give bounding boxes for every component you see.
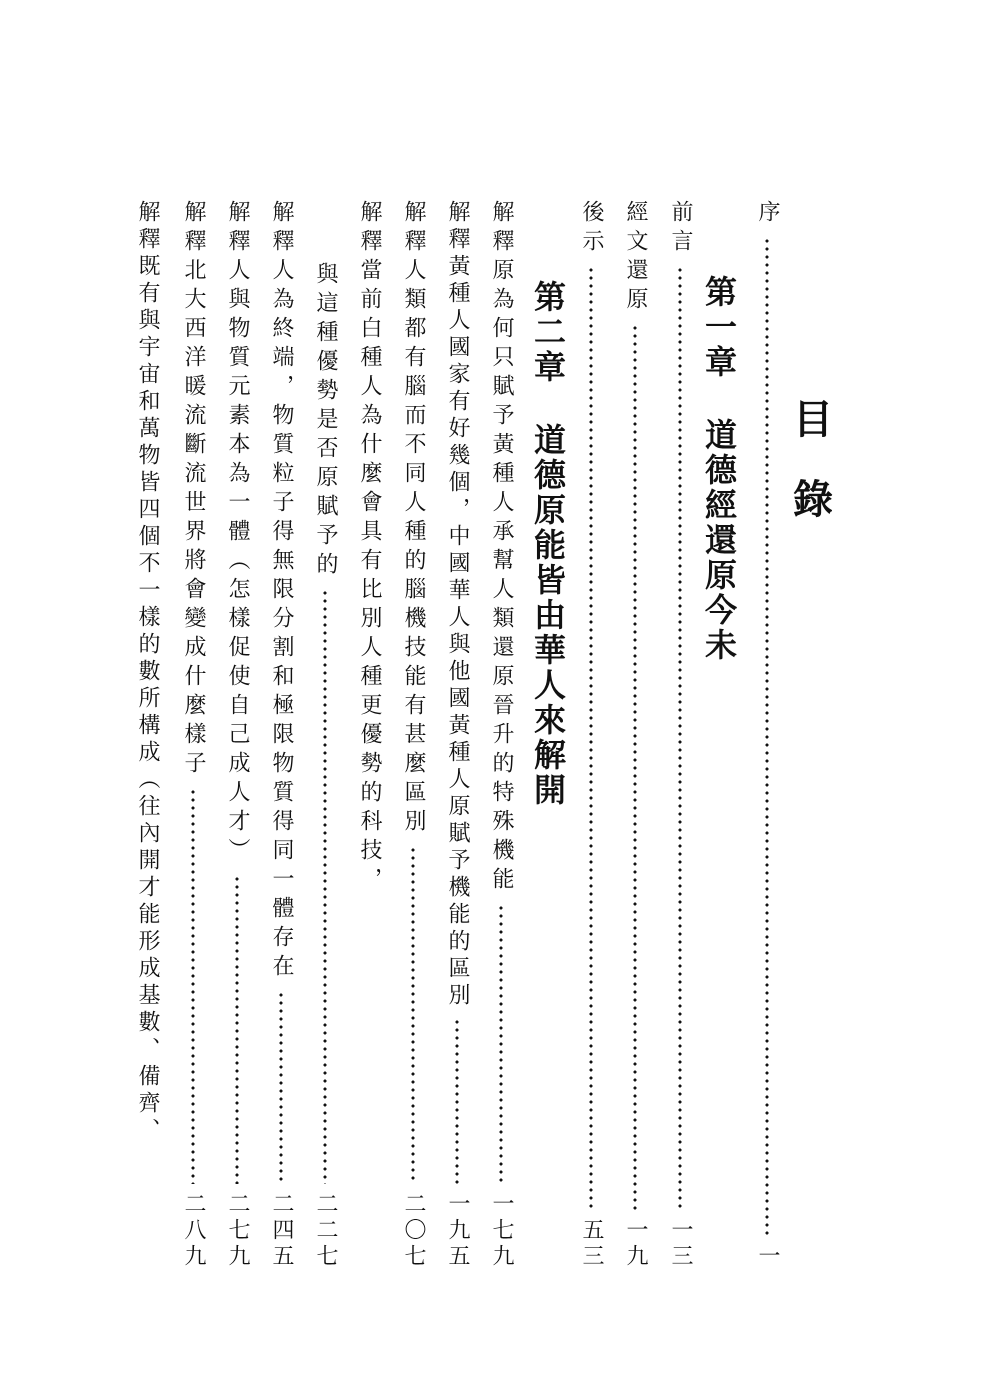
toc-entry-4-continued[interactable] xyxy=(314,262,336,1270)
leader-dots xyxy=(455,1018,459,1184)
leader-dots xyxy=(323,589,327,1184)
leader-dots xyxy=(589,266,593,1210)
leader-dots xyxy=(411,846,415,1184)
toc-label: 解釋人類都有腦而不同人種的腦機技能有甚麼區別 xyxy=(401,200,426,838)
toc-label: 解釋既有與宇宙和萬物皆四個不一樣的數所構成（往內開才能形成基數、備齊、 xyxy=(135,200,160,1145)
leader-dots xyxy=(235,875,239,1184)
toc-page: 二四五 xyxy=(269,1192,294,1270)
toc-page: 一七九 xyxy=(489,1192,514,1270)
leader-dots xyxy=(191,788,195,1184)
leader-dots xyxy=(499,904,503,1184)
page-title xyxy=(788,396,838,523)
toc-entry-3[interactable] xyxy=(402,200,424,1270)
chapter-title: 道德經還原今未 xyxy=(700,418,738,663)
toc-label: 解釋黃種人國家有好幾個，中國華人與他國黃種人原賦予機能的區別 xyxy=(445,200,470,1010)
toc-label: 前言 xyxy=(668,200,693,258)
leader-dots xyxy=(765,237,769,1236)
title-char-1: 目 xyxy=(793,396,833,443)
toc-page: 一三 xyxy=(668,1218,693,1270)
title-char-2: 錄 xyxy=(793,476,833,523)
toc-entry-2[interactable] xyxy=(446,200,468,1270)
chapter-2-heading xyxy=(529,280,567,840)
toc-label: 經文還原 xyxy=(623,200,648,316)
toc-page: 一九 xyxy=(623,1218,648,1270)
toc-label-continued: 與這種優勢是否原賦予的 xyxy=(313,262,338,581)
toc-label: 後示 xyxy=(579,200,604,258)
chapter-1-heading xyxy=(700,275,738,695)
leader-dots xyxy=(678,266,682,1210)
chapter-title: 道德原能皆由華人來解開 xyxy=(529,423,567,808)
toc-entry-6[interactable] xyxy=(226,200,248,1270)
toc-entry-text-restore[interactable] xyxy=(624,200,646,1270)
toc-entry-preface[interactable] xyxy=(756,200,778,1270)
chapter-number: 第一章 xyxy=(700,275,738,380)
toc-page: 五三 xyxy=(579,1218,604,1270)
toc-entry-afterword[interactable] xyxy=(580,200,602,1270)
toc-entry-1[interactable] xyxy=(490,200,512,1270)
toc-label: 解釋當前白種人為什麼會具有比別人種更優勢的科技， xyxy=(357,200,382,896)
toc-page: 一九五 xyxy=(445,1192,470,1270)
toc-label: 解釋人與物質元素本為一體（怎樣促使自己成人才） xyxy=(225,200,250,867)
toc-entry-foreword[interactable] xyxy=(669,200,691,1270)
toc-page: 二七九 xyxy=(225,1192,250,1270)
leader-dots xyxy=(633,324,637,1210)
toc-page: 二〇七 xyxy=(401,1192,426,1270)
toc-entry-8[interactable] xyxy=(136,200,158,1270)
toc-label: 解釋人為終端，物質粒子得無限分割和極限物質得同一體存在 xyxy=(269,200,294,983)
toc-entry-4[interactable] xyxy=(358,200,380,1270)
toc-label: 解釋北大西洋暖流斷流世界將會變成什麼樣子 xyxy=(181,200,206,780)
chapter-number: 第二章 xyxy=(529,280,567,385)
toc-label: 解釋原為何只賦予黃種人承幫人類還原晉升的特殊機能 xyxy=(489,200,514,896)
toc-entry-7[interactable] xyxy=(182,200,204,1270)
leader-dots xyxy=(279,991,283,1184)
toc-page: 一 xyxy=(755,1244,780,1270)
toc-label: 序 xyxy=(755,200,780,229)
toc-page: 二二七 xyxy=(313,1192,338,1270)
toc-page: 二八九 xyxy=(181,1192,206,1270)
toc-entry-5[interactable] xyxy=(270,200,292,1270)
